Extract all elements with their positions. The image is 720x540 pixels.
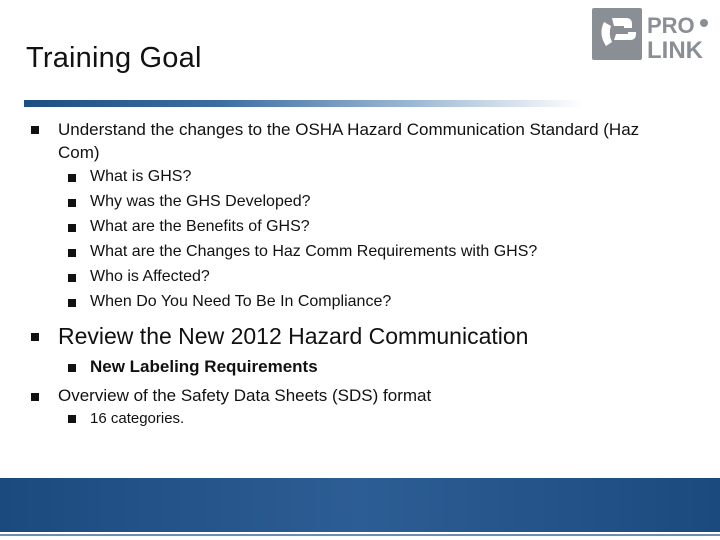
sub-bullet-marker (68, 299, 76, 307)
logo-text-bottom: LINK (647, 37, 703, 62)
sub-bullet-marker (68, 274, 76, 282)
bullet-text: Understand the changes to the OSHA Hazard Communication Standard (Haz (58, 120, 640, 139)
sub-bullet-marker (68, 364, 76, 372)
bullet-marker (31, 333, 39, 341)
slide-footer (0, 478, 720, 540)
sub-bullet-text: Who is Affected? (90, 268, 210, 285)
bullet-text-continued: Com) (58, 143, 100, 162)
sub-bullet-text: New Labeling Requirements (90, 357, 318, 376)
sub-bullet-text: Why was the GHS Developed? (90, 193, 311, 210)
title-underline (24, 100, 584, 107)
sub-bullet-text: What are the Benefits of GHS? (90, 218, 310, 235)
sub-bullet-marker (68, 415, 76, 423)
footer-rule (0, 534, 720, 536)
bullet-marker (31, 126, 39, 134)
logo-text-top: PRO (647, 13, 695, 38)
prolink-logo (590, 6, 714, 62)
sub-bullet-marker (68, 199, 76, 207)
slide-title: Training Goal (26, 42, 202, 74)
bullet-text: Overview of the Safety Data Sheets (SDS) format (58, 386, 432, 405)
sub-bullet-marker (68, 249, 76, 257)
bullet-text: Review the New 2012 Hazard Communication (58, 323, 529, 349)
sub-bullet-text: What are the Changes to Haz Comm Requirements with GHS? (90, 243, 538, 260)
sub-bullet-marker (68, 224, 76, 232)
bullet-marker (31, 393, 39, 401)
sub-bullet-text: 16 categories. (90, 410, 185, 427)
sub-bullet-text: When Do You Need To Be In Compliance? (90, 293, 392, 310)
footer-bar (0, 478, 720, 532)
sub-bullet-text: What is GHS? (90, 168, 192, 185)
sub-bullet-marker (68, 174, 76, 182)
